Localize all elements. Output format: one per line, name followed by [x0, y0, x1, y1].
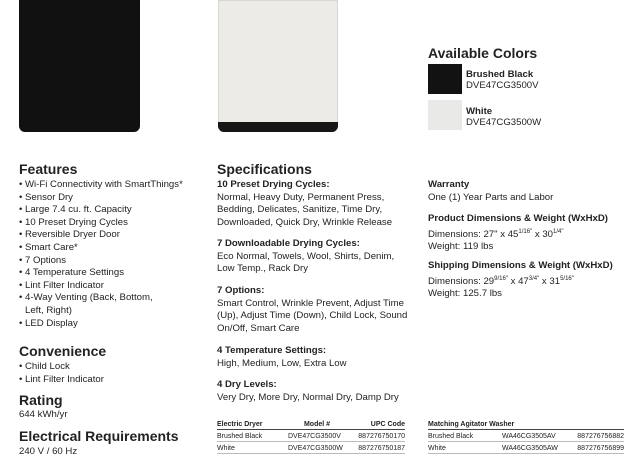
- table-cell: 887276756899: [565, 442, 624, 454]
- washer-model-table: [428, 420, 624, 454]
- table-cell: 887276756882: [565, 430, 624, 442]
- spec-title: 7 Downloadable Drying Cycles:: [217, 238, 360, 249]
- table-cell: 887276750187: [346, 442, 405, 454]
- dim-width-fraction: 9/16": [494, 275, 508, 282]
- shipping-dimensions-title: Shipping Dimensions & Weight (WxHxD): [428, 260, 613, 271]
- dryer-image-brushed-black: [19, 0, 140, 132]
- feature-item: • 4 Temperature Settings: [19, 267, 194, 280]
- color-model: DVE47CG3500V: [466, 80, 539, 91]
- spec-section: [217, 285, 413, 335]
- color-option-brushed-black: [466, 69, 539, 91]
- dims-label: Dimensions:: [428, 228, 481, 240]
- warranty-section: [428, 179, 633, 204]
- spec-title: 7 Options:: [217, 285, 265, 296]
- feature-item: • 7 Options: [19, 255, 194, 268]
- table-header-row: [217, 420, 405, 430]
- feature-item: • Wi-Fi Connectivity with SmartThings*: [19, 179, 194, 192]
- feature-item: • Sensor Dry: [19, 192, 194, 205]
- product-weight: Weight: 119 lbs: [428, 241, 494, 253]
- available-colors-heading: Available Colors: [428, 45, 538, 61]
- product-dimensions-value: Dimensions: 27" x $45^{1/16"}$ x $30^{1/4"}$: [428, 228, 564, 240]
- table-cell: White: [428, 442, 502, 454]
- table-cell: 887276750170: [346, 430, 405, 442]
- feature-item: • Smart Care*: [19, 242, 194, 255]
- feature-item: • Lint Filter Indicator: [19, 280, 194, 293]
- spec-title: 10 Preset Drying Cycles:: [217, 179, 330, 190]
- table-header-cell: Model #: [288, 420, 346, 430]
- table-header-cell: Matching Agitator Washer: [428, 421, 515, 428]
- dryer-model-table: [217, 420, 405, 454]
- feature-item: • Reversible Dryer Door: [19, 229, 194, 242]
- color-name: White: [466, 106, 493, 117]
- spec-section: [217, 179, 413, 229]
- spec-section: [217, 379, 413, 404]
- features-heading: Features: [19, 161, 78, 177]
- table-row: [428, 430, 624, 442]
- feature-item: • LED Display: [19, 318, 194, 331]
- dim-height-fraction: 3/4": [528, 275, 540, 282]
- dim-height: 47: [518, 275, 529, 287]
- color-option-white: [466, 106, 541, 128]
- dims-label: Dimensions:: [428, 275, 481, 287]
- dim-depth-fraction: 5/16": [560, 275, 574, 282]
- convenience-heading: Convenience: [19, 343, 107, 359]
- convenience-list: [19, 361, 194, 386]
- dim-depth: 30: [542, 228, 553, 240]
- table-header-cell: Electric Dryer: [217, 420, 288, 430]
- dim-depth-fraction: 1/4": [552, 228, 564, 235]
- spec-section: [217, 345, 413, 370]
- feature-item: • 10 Preset Drying Cycles: [19, 217, 194, 230]
- convenience-item: • Child Lock: [19, 361, 194, 374]
- shipping-dimensions-value: Dimensions: $29^{9/16"}$ x $47^{3/4"}$ x $31^{5/16"}$: [428, 275, 574, 287]
- spec-body: High, Medium, Low, Extra Low: [217, 357, 347, 369]
- color-name: Brushed Black: [466, 69, 534, 80]
- rating-heading: Rating: [19, 392, 63, 408]
- feature-item: • 4-Way Venting (Back, Bottom, Left, Right): [19, 292, 165, 317]
- table-cell: DVE47CG3500V: [288, 430, 346, 442]
- electrical-value: 240 V / 60 Hz: [19, 446, 78, 457]
- dim-width: 29: [483, 275, 495, 287]
- table-header-cell: [565, 420, 624, 430]
- dim-depth: 31: [549, 275, 561, 287]
- spec-section: [217, 238, 413, 276]
- shipping-dimensions-section: [428, 260, 633, 301]
- table-row: [217, 430, 405, 442]
- table-cell: WA46CG3505AV: [502, 430, 565, 442]
- spec-body: Very Dry, More Dry, Normal Dry, Damp Dry: [217, 391, 399, 403]
- product-dimensions-section: [428, 213, 633, 254]
- table-cell: Brushed Black: [217, 430, 288, 442]
- spec-body: Smart Control, Wrinkle Prevent, Adjust Time (Up), Adjust Time (Down), Child Lock, Sound On/Off, Smart Care: [217, 297, 408, 334]
- spec-body: Eco Normal, Towels, Wool, Shirts, Denim, Low Temp., Rack Dry: [217, 250, 395, 275]
- table-row: [428, 442, 624, 454]
- spec-title: 4 Temperature Settings:: [217, 345, 327, 356]
- product-dimensions-title: Product Dimensions & Weight (WxHxD): [428, 213, 608, 224]
- dim-height: 45: [507, 228, 519, 240]
- dim-height-fraction: 1/16": [518, 228, 533, 235]
- table-cell: WA46CG3505AW: [502, 442, 565, 454]
- dryer-image-white: [218, 0, 338, 132]
- color-swatch-brushed-black: [428, 64, 462, 94]
- warranty-body: One (1) Year Parts and Labor: [428, 191, 554, 203]
- table-header-row: [428, 420, 624, 430]
- shipping-weight: Weight: 125.7 lbs: [428, 288, 502, 300]
- color-swatch-white: [428, 100, 462, 130]
- color-model: DVE47CG3500W: [466, 117, 542, 128]
- features-list: [19, 179, 194, 330]
- spec-title: 4 Dry Levels:: [217, 379, 277, 390]
- table-cell: White: [217, 442, 288, 454]
- rating-value: 644 kWh/yr: [19, 409, 68, 420]
- warranty-title: Warranty: [428, 179, 470, 190]
- table-row: [217, 442, 405, 454]
- dim-width: 27": [483, 228, 498, 240]
- spec-body: Normal, Heavy Duty, Permanent Press, Bedding, Delicates, Sanitize, Time Dry, Downloaded, Quick Dry, Wrinkle Release: [217, 191, 393, 228]
- table-cell: DVE47CG3500W: [288, 442, 346, 454]
- feature-item: • Large 7.4 cu. ft. Capacity: [19, 204, 194, 217]
- convenience-item: • Lint Filter Indicator: [19, 374, 194, 387]
- table-header-cell: UPC Code: [346, 420, 405, 430]
- specifications-heading: Specifications: [217, 161, 312, 177]
- electrical-heading: Electrical Requirements: [19, 428, 179, 444]
- dryer-base: [218, 122, 338, 132]
- table-cell: Brushed Black: [428, 430, 502, 442]
